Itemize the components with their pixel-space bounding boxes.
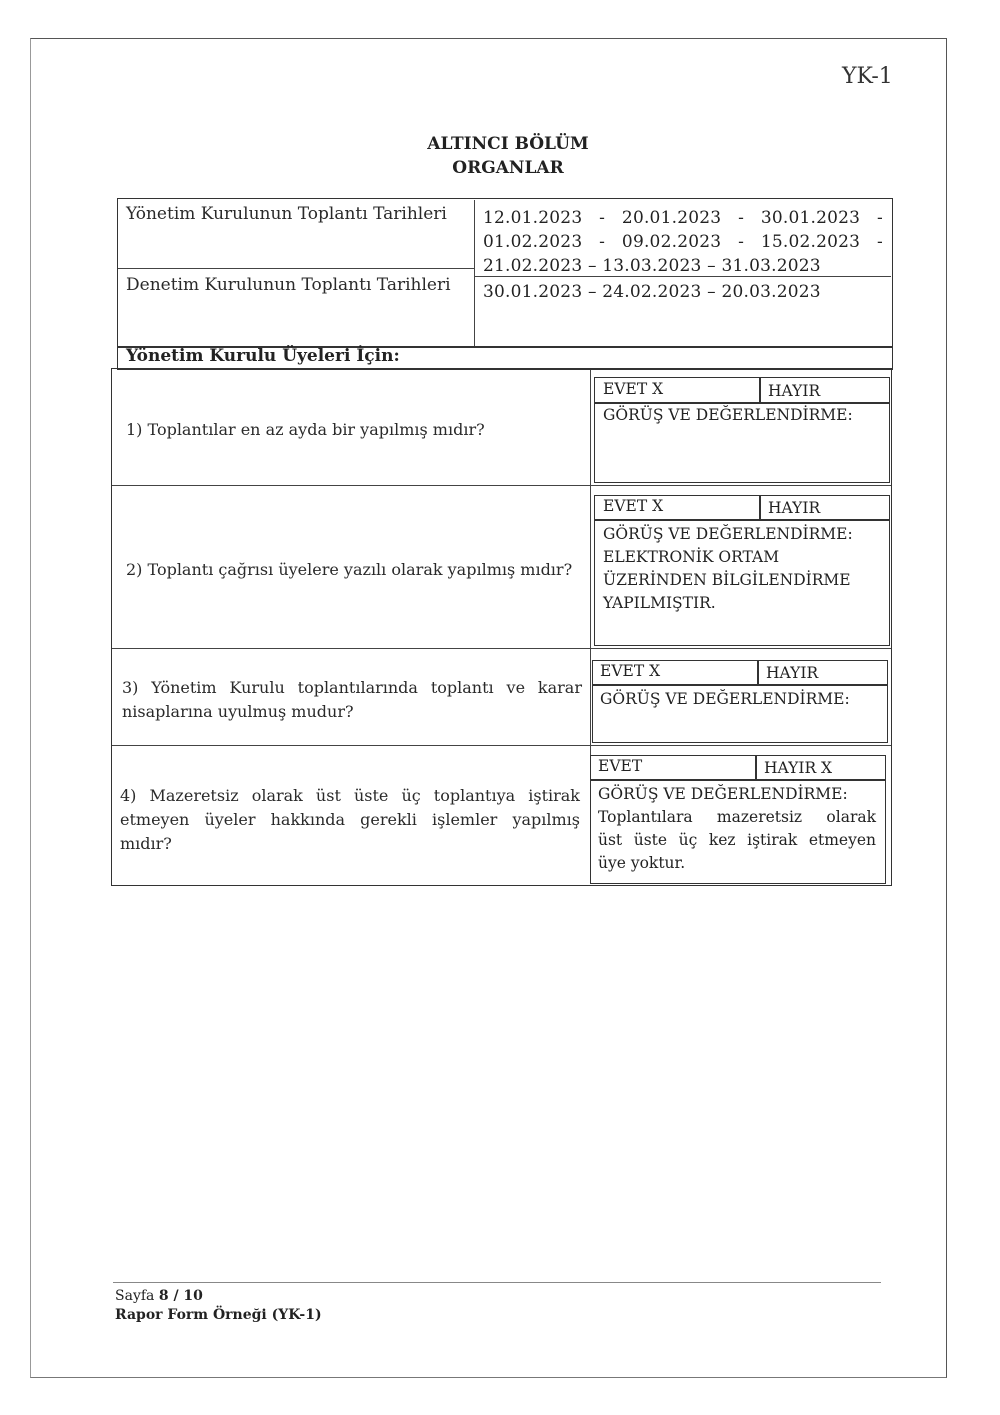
q2-comment-line: YAPILMIŞTIR. [603, 594, 716, 612]
board-dates-line-2 [483, 230, 883, 254]
question-4-text [120, 784, 580, 856]
question-4-line: mıdır? [120, 834, 172, 853]
q4-yes-label: EVET [598, 757, 643, 775]
date: 09.02.2023 [621, 232, 722, 252]
q4-comment-block [598, 783, 876, 875]
q1-yes-label: EVET X [603, 380, 664, 398]
q4-comment-line: üye yoktur. [598, 854, 686, 872]
q2-no-label: HAYIR [768, 499, 821, 517]
q4-no-label: HAYIR X [764, 759, 833, 777]
dash: - [599, 208, 606, 228]
question-4-line: 4) Mazeretsiz olarak üst üste üç toplantıya iştirak [120, 786, 580, 805]
section-heading [0, 132, 1000, 180]
page-prefix: Sayfa [115, 1288, 155, 1304]
board-members-title: Yönetim Kurulu Üyeleri İçin: [126, 346, 400, 366]
dash: - [738, 232, 745, 252]
section-title: ALTINCI BÖLÜM [427, 134, 589, 154]
dash: - [877, 208, 883, 228]
q2-comment-label: GÖRÜŞ VE DEĞERLENDİRME: [603, 525, 853, 543]
dash: - [877, 232, 883, 252]
board-meeting-label: Yönetim Kurulunun Toplantı Tarihleri [126, 204, 447, 224]
date: 20.01.2023 [621, 208, 722, 228]
q3-no-label: HAYIR [766, 664, 819, 682]
question-3-text [122, 676, 582, 724]
q1-comment-label: GÖRÜŞ VE DEĞERLENDİRME: [603, 406, 853, 424]
question-2-text: 2) Toplantı çağrısı üyelere yazılı olarak yapılmış mıdır? [126, 560, 573, 579]
page-count: 8 / 10 [158, 1288, 203, 1304]
board-meeting-dates [483, 206, 883, 278]
q3-comment-label: GÖRÜŞ VE DEĞERLENDİRME: [600, 690, 850, 708]
audit-meeting-label: Denetim Kurulunun Toplantı Tarihleri [126, 275, 451, 295]
question-row-line [112, 485, 891, 486]
date: 01.02.2023 [483, 232, 583, 252]
q1-no-label: HAYIR [768, 382, 821, 400]
question-3-line: nisaplarına uyulmuş mudur? [122, 702, 354, 721]
question-1-text: 1) Toplantılar en az ayda bir yapılmış mıdır? [126, 420, 485, 439]
date: 15.02.2023 [760, 232, 861, 252]
document-code: YK-1 [842, 64, 893, 89]
dash: - [599, 232, 606, 252]
dash: - [738, 208, 745, 228]
audit-meeting-dates: 30.01.2023 – 24.02.2023 – 20.03.2023 [483, 282, 821, 302]
board-dates-line-1 [483, 206, 883, 230]
form-name: Rapor Form Örneği (YK-1) [115, 1307, 322, 1323]
q4-comment-line: Toplantılara mazeretsiz olarak [598, 808, 876, 826]
question-4-line: etmeyen üyeler hakkında gerekli işlemler yapılmış [120, 810, 580, 829]
q4-comment-label: GÖRÜŞ VE DEĞERLENDİRME: [598, 785, 848, 803]
question-row-line [112, 648, 891, 649]
q4-comment-line: üst üste üç kez iştirak etmeyen [598, 831, 876, 849]
q2-yes-label: EVET X [603, 497, 664, 515]
q2-comment-line: ÜZERİNDEN BİLGİLENDİRME [603, 571, 851, 589]
q3-yes-label: EVET X [600, 662, 661, 680]
dates-row-line [118, 268, 475, 269]
question-3-line: 3) Yönetim Kurulu toplantılarında toplantı ve karar [122, 678, 582, 697]
footer-divider [113, 1282, 881, 1283]
q2-comment-line: ELEKTRONİK ORTAM [603, 548, 780, 566]
date: 30.01.2023 [760, 208, 861, 228]
board-dates-line-3: 21.02.2023 – 13.03.2023 – 31.03.2023 [483, 256, 821, 276]
date: 12.01.2023 [483, 208, 583, 228]
section-subtitle: ORGANLAR [452, 158, 564, 178]
dates-divider [474, 200, 475, 346]
page-number [115, 1288, 203, 1304]
q2-comment-block [603, 523, 853, 615]
question-row-line [112, 745, 891, 746]
